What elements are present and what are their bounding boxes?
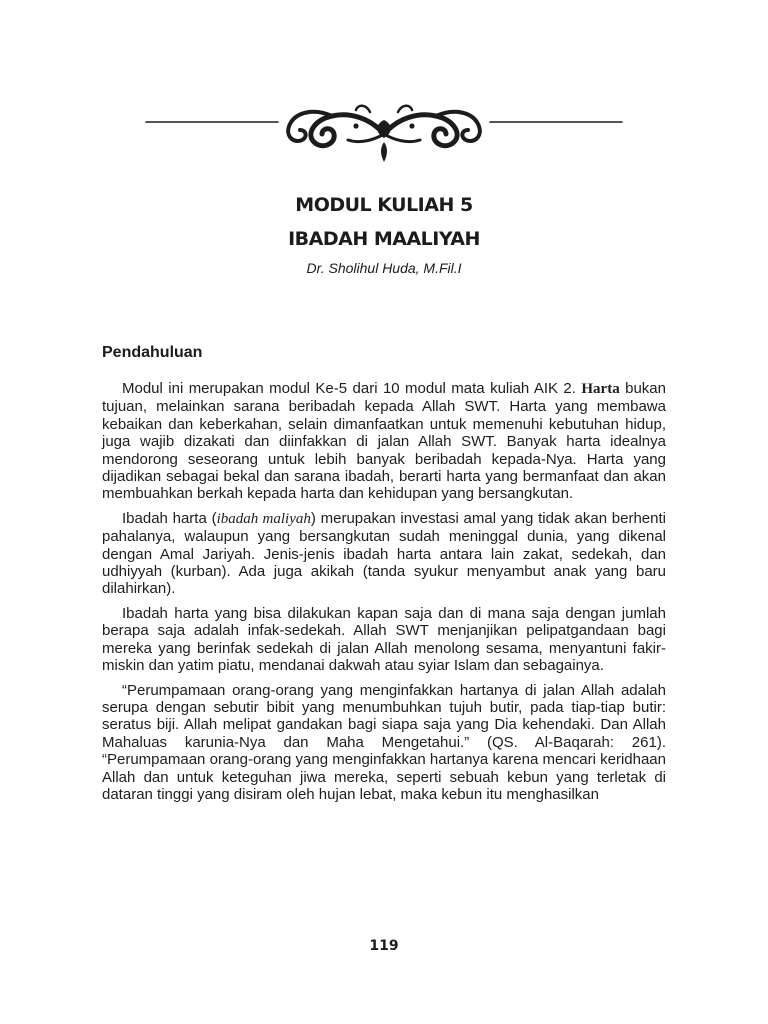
paragraph-1 xyxy=(102,380,666,503)
author-name: Dr. Sholihul Huda, M.Fil.I xyxy=(306,260,462,276)
section-heading: Pendahuluan xyxy=(102,344,203,361)
decorative-scroll-ornament-icon xyxy=(144,100,624,170)
title-block xyxy=(102,188,666,278)
paragraph-2 xyxy=(102,510,666,598)
subject-title: IBADAH MAALIYAH xyxy=(288,228,480,250)
module-title: MODUL KULIAH 5 xyxy=(295,194,473,216)
paragraph-2-term: ibadah maliyah xyxy=(216,510,311,527)
paragraph-2-text-b: ) merupakan investasi amal yang tidak akan berhenti pahalanya, walaupun yang bersangkutan sudah meninggal dunia, yang dikenal dengan Amal Jariyah. Jenis-jenis ibadah harta antara lain zakat, sedekah, dan udhiyyah (kurban). Ada juga akikah (tanda syukur menyambut anak yang baru dilahirkan). xyxy=(102,509,666,598)
paragraph-1-text-b: bukan tujuan, melainkan sarana beribadah kepada Allah SWT. Harta yang membawa kebaikan dan keberkahan, selain dimanfaatkan untuk memenuhi kebutuhan hidup, juga wajib dizakati dan diinfakkan di jalan Allah SWT. Banyak harta idealnya mendorong seseorang untuk lebih banyak beribadah kepada-Nya. Harta yang dijadikan sebagai bekal dan sarana ibadah, berarti harta yang bermanfaat dan akan membuahkan berkah kepada harta dan kehidupan yang bersangkutan. xyxy=(102,380,666,503)
paragraph-1-text-a: Modul ini merupakan modul Ke-5 dari 10 modul mata kuliah AIK 2. xyxy=(122,380,576,397)
paragraph-1-harta: Harta xyxy=(581,381,620,397)
paragraph-4: “Perumpamaan orang-orang yang menginfakkan hartanya di jalan Allah adalah serupa dengan sebutir bibit yang menumbuhkan tujuh butir, pada tiap-tiap butir: seratus biji. Allah melipat gandakan bagi siapa saja yang Dia kehendaki. Dan Allah Mahaluas karunia-Nya dan Maha Mengetahui.” (QS. Al-Baqarah: 261). “Perumpamaan orang-orang yang menginfakkan hartanya karena mencari keridhaan Allah dan untuk keteguhan jiwa mereka, seperti sebuah kebun yang terletak di dataran tinggi yang disiram oleh hujan lebat, maka kebun itu menghasilkan xyxy=(102,681,666,803)
body-text xyxy=(102,380,666,810)
paragraph-3: Ibadah harta yang bisa dilakukan kapan saja dan di mana saja dengan jumlah berapa saja adalah infak-sedekah. Allah SWT menjanjikan pelipatgandaan bagi mereka yang berinfak sedekah di jalan Allah menolong sesama, menyantuni fakir-miskin dan yatim piatu, mendanai dakwah atau syiar Islam dan sebagainya. xyxy=(102,604,666,675)
paragraph-2-text-a: Ibadah harta ( xyxy=(122,509,217,527)
page-number: 119 xyxy=(369,938,399,954)
